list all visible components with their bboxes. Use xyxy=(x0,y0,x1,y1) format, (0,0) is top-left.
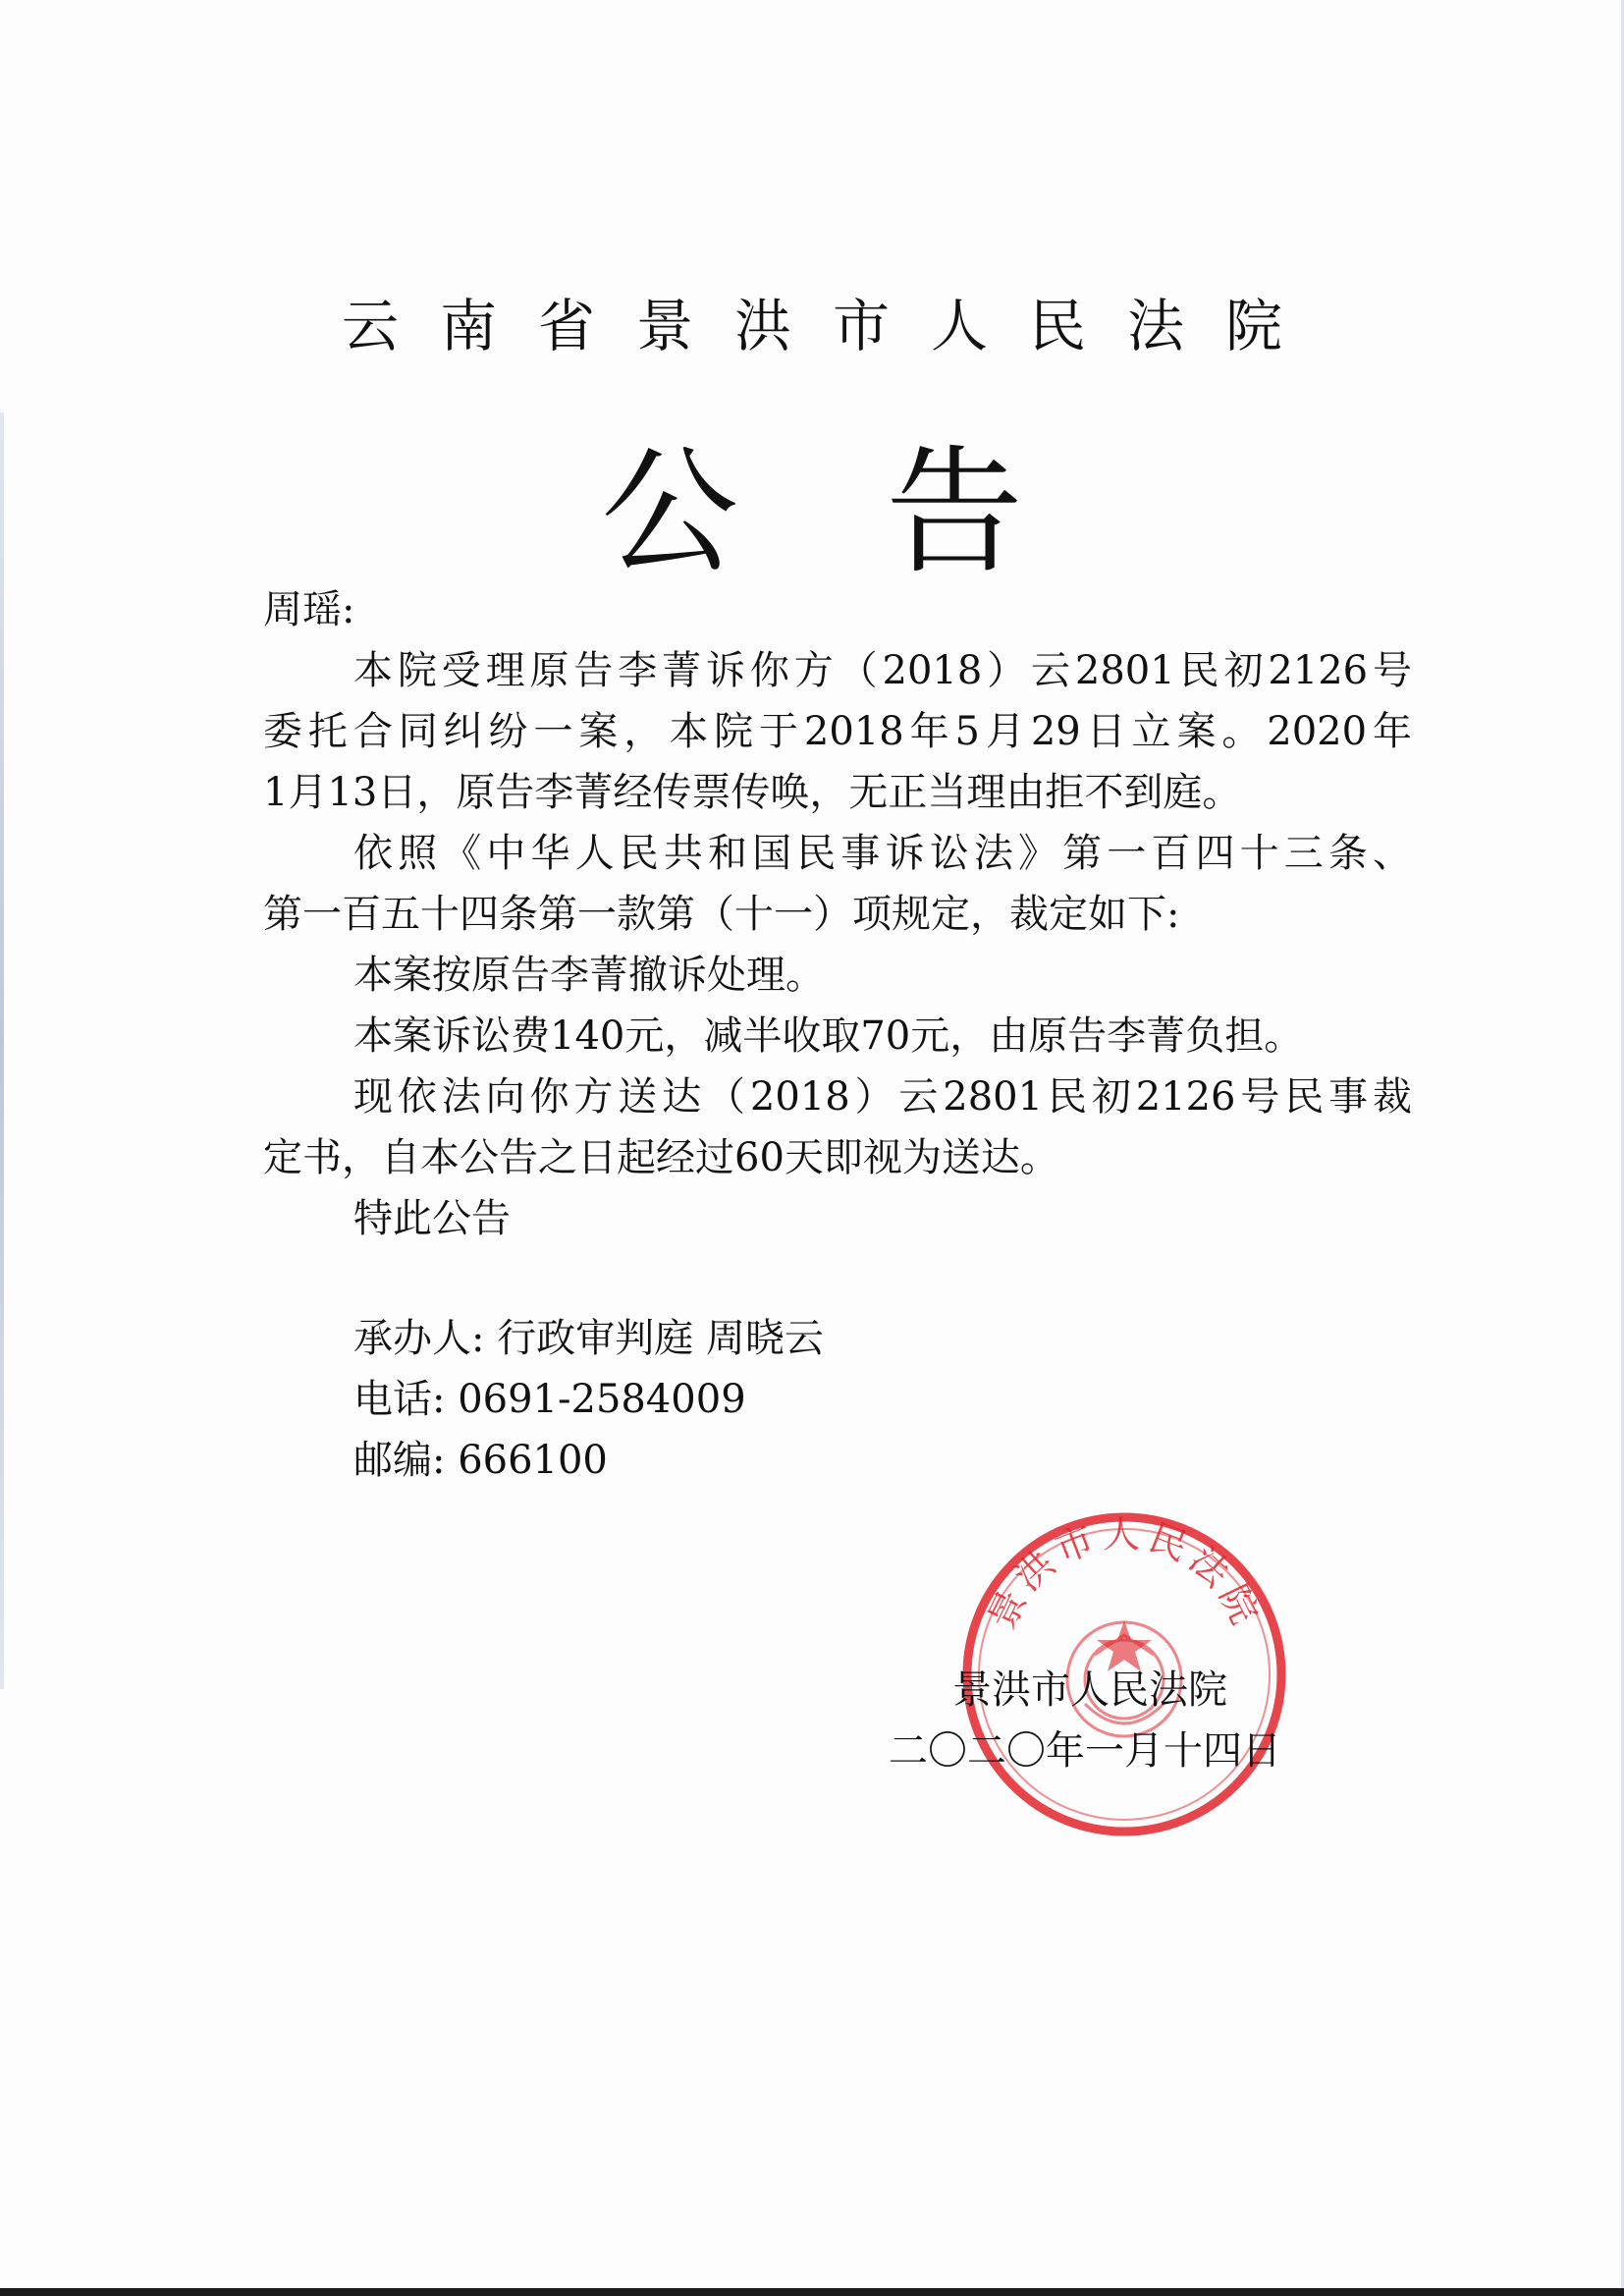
closing-statement: 特此公告 xyxy=(353,1196,511,1241)
handler-line: 承办人: 行政审判庭 周晓云 xyxy=(353,1316,824,1361)
addressee: 周瑶: xyxy=(263,587,355,632)
phone-line: 电话: 0691-2584009 xyxy=(353,1377,746,1422)
scan-edge-left xyxy=(0,412,4,1689)
paragraph-1-line-1: 本院受理原告李菁诉你方（2018）云2801民初2126号 xyxy=(353,648,1412,693)
signature-date: 二〇二〇年一月十四日 xyxy=(889,1728,1281,1774)
paragraph-2-line-1: 依照《中华人民共和国民事诉讼法》第一百四十三条、 xyxy=(353,831,1412,876)
seal-text: 景洪市人民法院 xyxy=(979,1512,1270,1636)
title-char-1: 公 xyxy=(600,433,738,593)
notice-title xyxy=(0,403,1624,600)
paragraph-1-line-2: 委托合同纠纷一案，本院于2018年5月29日立案。2020年 xyxy=(263,709,1412,754)
spacer xyxy=(263,1249,1412,1308)
ruling-2: 本案诉讼费140元，减半收取70元，由原告李菁负担。 xyxy=(353,1013,1304,1059)
title-char-2: 告 xyxy=(886,433,1024,593)
notice-body xyxy=(263,579,1412,1491)
court-name-heading: 云南省景洪市人民法院 xyxy=(341,293,1324,359)
contact-block xyxy=(263,1308,1412,1491)
signature-court: 景洪市人民法院 xyxy=(952,1667,1227,1713)
paragraph-3-line-1: 现依法向你方送达（2018）云2801民初2126号民事裁 xyxy=(353,1074,1412,1120)
paragraph-1-line-3: 1月13日，原告李菁经传票传唤，无正当理由拒不到庭。 xyxy=(263,770,1242,815)
signature-block xyxy=(889,1660,1330,1781)
paragraph-2-line-2: 第一百五十四条第一款第（十一）项规定，裁定如下: xyxy=(263,892,1180,937)
svg-text:景洪市人民法院 xyxy=(980,1513,1270,1636)
paragraph-3-line-2: 定书，自本公告之日起经过60天即视为送达。 xyxy=(263,1135,1059,1180)
ruling-1: 本案按原告李菁撤诉处理。 xyxy=(353,953,825,998)
scan-edge-bottom xyxy=(0,2288,1624,2296)
postcode-line: 邮编: 666100 xyxy=(353,1438,608,1483)
